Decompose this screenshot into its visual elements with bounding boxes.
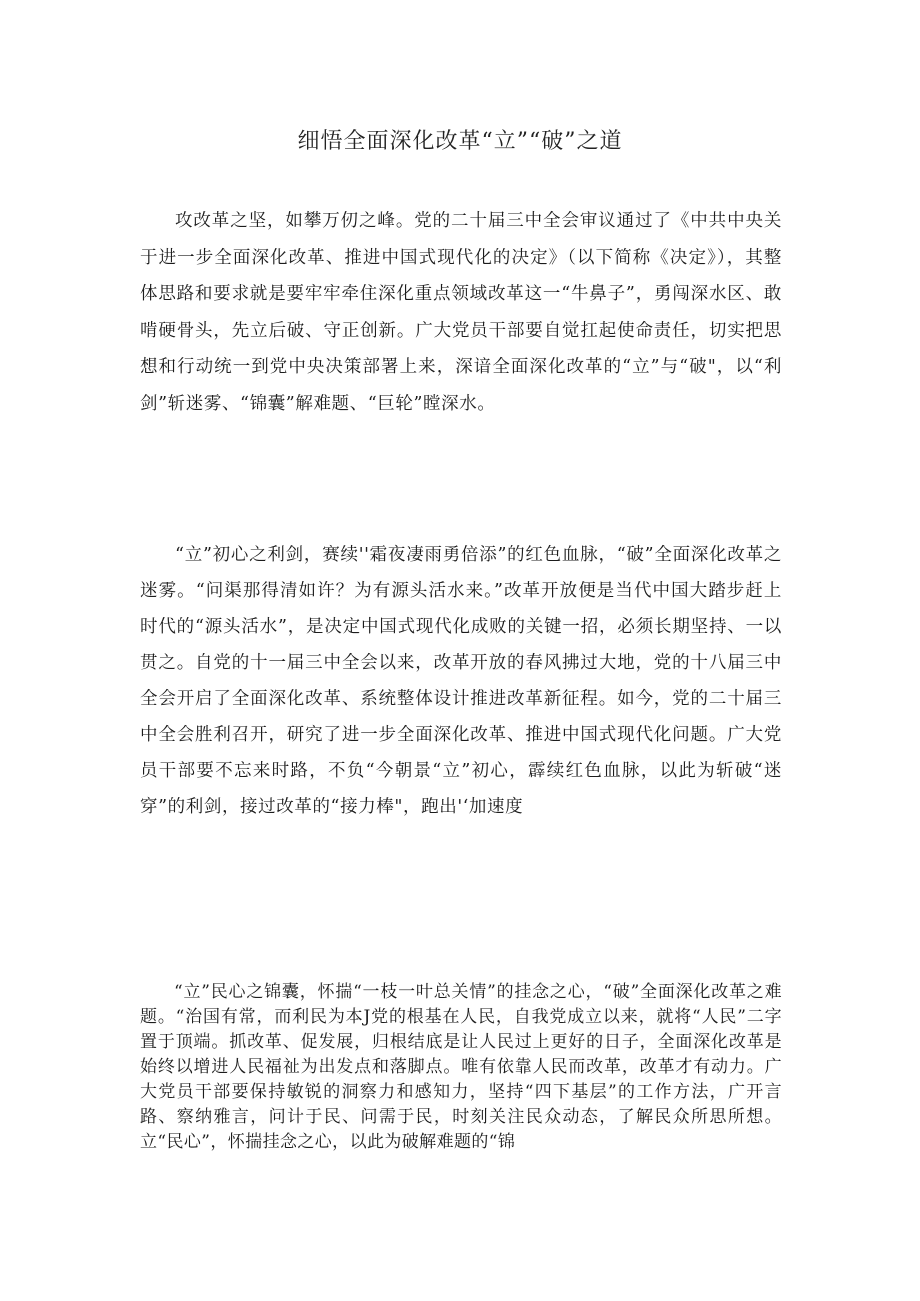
document-title: 细悟全面深化改革“立”“破”之道 xyxy=(297,129,623,154)
paragraph-1: 攻改革之坚，如攀万仞之峰。党的二十届三中全会审议通过了《中共中央关于进一步全面深化改革、推进中国式现代化的决定》（以下简称《决定》），其整体思路和要求就是要牢牢牵住深化重点领域改革这一“牛鼻子”，勇闯深水区、敢啃硬骨头，先立后破、守正创新。广大党员干部要自觉扛起使命责任，切实把思想和行动统一到党中央决策部署上来，深谙全面深化改革的“立”与“破"，以“利剑”斩迷雾、“锦囊”解难题、“巨轮”瞠深水。 xyxy=(140,211,782,414)
paragraph-2: “立”初心之利剑，赛续''霜夜凄雨勇倍添”的红色血脉，“破”全面深化改革之迷雾。“问渠那得清如许？为有源头活水来。”改革开放便是当代中国大踏步赶上时代的“源头活水”，是决定中国式现代化成败的关键一招，必须长期坚持、一以贯之。自党的十一届三中全会以来，改革开放的春风拂过大地，党的十八届三中全会开启了全面深化改革、系统整体设计推进改革新征程。如今，党的二十届三中全会胜利召开，研究了进一步全面深化改革、推进中国式现代化问题。广大党员干部要不忘来时路，不负“今朝景“立”初心，霹续红色血脉，以此为斩破“迷穿”的利剑，接过改革的“接力棒"，跑出'‘加速度 xyxy=(140,545,782,817)
paragraph-3: “立”民心之锦囊，怀揣“一枝一叶总关情”的挂念之心，“破”全面深化改革之难题。“治国有常，而利民为本J党的根基在人民，自我党成立以来，就将“人民”二字置于顶端。抓改革、促发展，归根结底是让人民过上更好的日子，全面深化改革是始终以增进人民福祉为出发点和落脚点。唯有依靠人民而改革，改革才有动力。广大党员干部要保持敏锐的洞察力和感知力，坚持“四下基层”的工作方法，广开言路、察纳雅言，问计于民、问需于民，时刻关注民众动态，了解民众所思所想。立“民心”，怀揣挂念之心，以此为破解难题的“锦 xyxy=(140,982,782,1152)
